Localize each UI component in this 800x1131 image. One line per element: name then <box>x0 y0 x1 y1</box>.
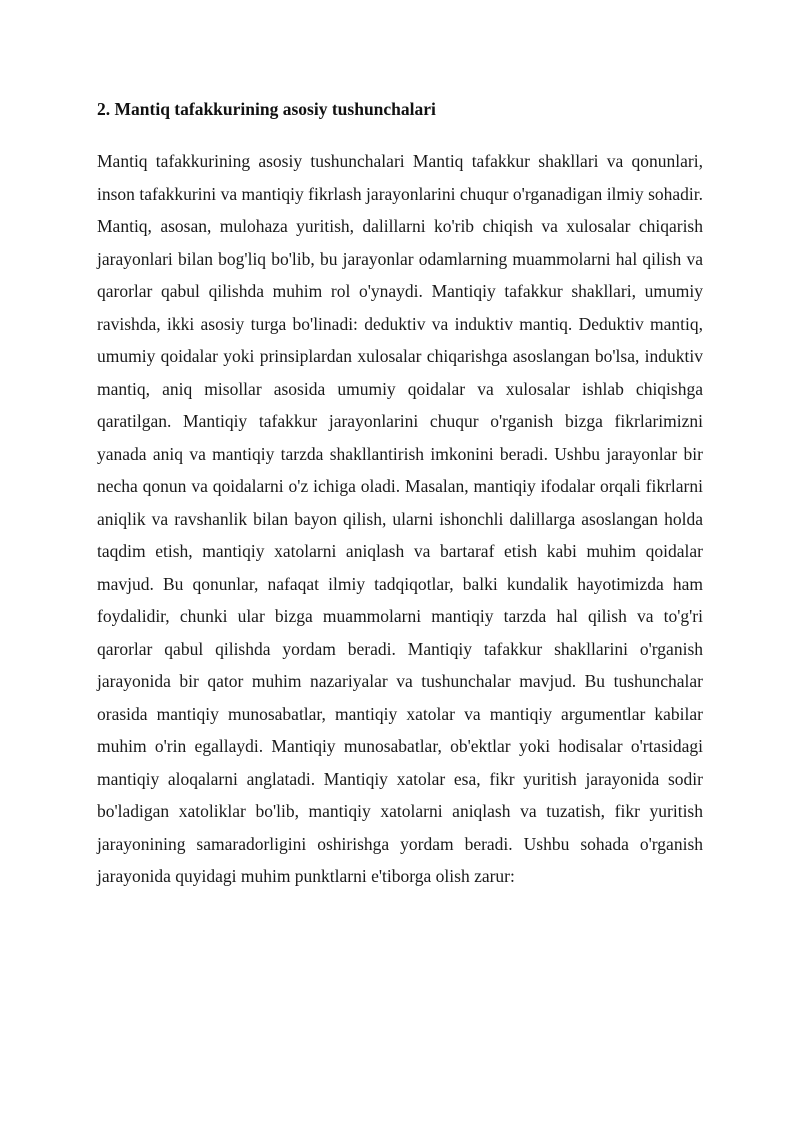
section-heading: 2. Mantiq tafakkurining asosiy tushunchalari <box>97 99 436 119</box>
body-paragraph: Mantiq tafakkurining asosiy tushunchalari Mantiq tafakkur shakllari va qonunlari, inson tafakkurini va mantiqiy fikrlash jarayonlarini chuqur o'rganadigan ilmiy sohadir. Mantiq, asosan, mulohaza yuritish, dalillarni ko'rib chiqish va xulosalar chiqarish jarayonlari bilan bog'liq bo'lib, bu jarayonlar odamlarning muammolarni hal qilish va qarorlar qabul qilishda muhim rol o'ynaydi. Mantiqiy tafakkur shakllari, umumiy ravishda, ikki asosiy turga bo'linadi: deduktiv va induktiv mantiq. Deduktiv mantiq, umumiy qoidalar yoki prinsiplardan xulosalar chiqarishga asoslangan bo'lsa, induktiv mantiq, aniq misollar asosida umumiy qoidalar va xulosalar ishlab chiqishga qaratilgan. Mantiqiy tafakkur jarayonlarini chuqur o'rganish bizga fikrlarimizni yanada aniq va mantiqiy tarzda shakllantirish imkonini beradi. Ushbu jarayonlar bir necha qonun va qoidalarni o'z ichiga oladi. Masalan, mantiqiy ifodalar orqali fikrlarni aniqlik va ravshanlik bilan bayon qilish, ularni ishonchli dalillarga asoslangan holda taqdim etish, mantiqiy xatolarni aniqlash va bartaraf etish kabi muhim qoidalar mavjud. Bu qonunlar, nafaqat ilmiy tadqiqotlar, balki kundalik hayotimizda ham foydalidir, chunki ular bizga muammolarni mantiqiy tarzda hal qilish va to'g'ri qarorlar qabul qilishda yordam beradi. Mantiqiy tafakkur shakllarini o'rganish jarayonida bir qator muhim nazariyalar va tushunchalar mavjud. Bu tushunchalar orasida mantiqiy munosabatlar, mantiqiy xatolar va mantiqiy argumentlar kabilar muhim o'rin egallaydi. Mantiqiy munosabatlar, ob'ektlar yoki hodisalar o'rtasidagi mantiqiy aloqalarni anglatadi. Mantiqiy xatolar esa, fikr yuritish jarayonida sodir bo'ladigan xatoliklar bo'lib, mantiqiy xatolarni aniqlash va tuzatish, fikr yuritish jarayonining samaradorligini oshirishga yordam beradi. Ushbu sohada o'rganish jarayonida quyidagi muhim punktlarni e'tiborga olish zarur: <box>97 151 703 886</box>
document-page <box>97 95 703 893</box>
